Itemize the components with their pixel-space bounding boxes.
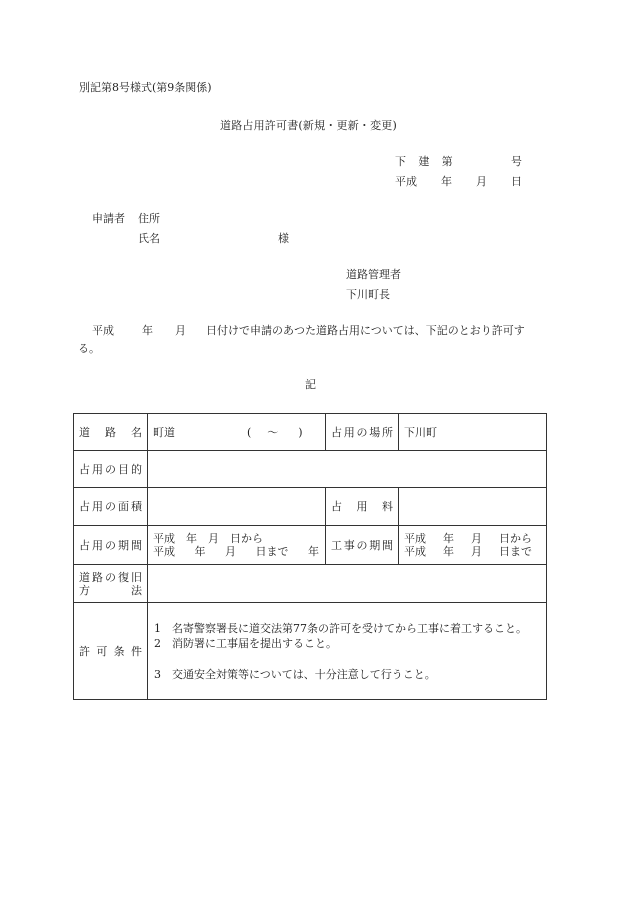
issuer-title: 道路管理者: [346, 268, 401, 281]
restoration-method-label-line1: 道路の復旧: [79, 570, 142, 584]
work-period-value: [399, 526, 547, 565]
table-row: [74, 488, 547, 526]
cell-label: [74, 451, 148, 488]
work-from-part: 月: [471, 532, 482, 545]
permit-condition-item: 3 交通安全対策等については、十分注意して行うこと。: [154, 667, 436, 681]
body-text-part: 年: [142, 324, 153, 337]
permit-condition-item: 1 名寄警察署長に道交法第77条の許可を受けてから工事に着工すること。: [154, 621, 527, 635]
table-row: [74, 414, 547, 451]
body-text-line1: [92, 324, 546, 338]
issue-date: [395, 175, 522, 189]
road-range-open: (: [247, 425, 252, 439]
occupancy-period-value: [148, 526, 326, 565]
permit-number-part: 号: [510, 155, 522, 168]
period-to-part: 年: [194, 545, 206, 558]
period-to-part: 年: [308, 545, 319, 558]
cell-label: [326, 414, 399, 451]
permit-condition-item: 2 消防署に工事届を提出すること。: [154, 636, 337, 650]
permit-number-part: 第: [441, 155, 453, 168]
cell-label: [74, 488, 148, 526]
occupancy-period-label: 占用の期間: [79, 538, 142, 552]
table-row: [74, 565, 547, 603]
cell-label: [326, 526, 399, 565]
occupancy-fee-value: [399, 488, 547, 526]
period-to-part: 日まで: [255, 545, 289, 558]
cell-value: [399, 414, 547, 451]
cell-label: [74, 526, 148, 565]
form-label: 別記第8号様式(第9条関係): [79, 81, 212, 94]
table-row: [74, 451, 547, 488]
period-to-part: 平成: [153, 545, 175, 558]
period-from: [153, 532, 263, 545]
work-from-part: 日から: [499, 532, 532, 545]
work-to-part: 月: [471, 545, 482, 558]
period-from-part: 年: [186, 532, 197, 545]
permit-conditions-label: 許可条件: [79, 644, 142, 658]
issue-date-part: 年: [441, 175, 452, 188]
period-to-part: 月: [225, 545, 236, 558]
cell-value: [148, 414, 326, 451]
period-from-part: 月: [208, 532, 219, 545]
road-range-tilde: 〜: [267, 425, 279, 439]
occupancy-fee-label: 占用料: [331, 500, 393, 513]
occupancy-location-label: 占用の場所: [331, 425, 393, 439]
work-period-label: 工事の期間: [331, 538, 393, 552]
occupancy-location-value: 下川町: [404, 425, 437, 439]
body-text-part: 平成: [92, 324, 114, 337]
applicant-honorific: 様: [278, 232, 289, 245]
occupancy-area-value: [148, 488, 326, 526]
cell-label: [74, 414, 148, 451]
issue-date-part: 月: [476, 175, 487, 188]
road-name-label: 道路名: [79, 425, 142, 439]
issue-date-part: 日: [511, 175, 522, 188]
work-period-to: [404, 545, 532, 558]
cell-label: [326, 488, 399, 526]
applicant-label: 申請者: [92, 212, 125, 225]
issuer-name: 下川町長: [346, 288, 390, 301]
occupancy-purpose-value: [148, 451, 547, 488]
work-period-from: [404, 532, 532, 545]
period-from-part: 平成: [153, 532, 175, 545]
permit-details-table: [73, 413, 547, 700]
work-to-part: 日まで: [499, 545, 532, 558]
work-from-part: 年: [443, 532, 454, 545]
permit-number-part: 下: [395, 155, 406, 168]
applicant-name-label: 氏名: [138, 232, 160, 245]
issue-date-part: 平成: [395, 175, 417, 188]
occupancy-purpose-label: 占用の目的: [79, 462, 142, 476]
ki-heading: 記: [305, 378, 316, 391]
cell-label: [74, 565, 148, 603]
work-from-part: 平成: [404, 532, 426, 545]
restoration-method-label-line2: 方法: [79, 583, 142, 597]
cell-label: [74, 603, 148, 700]
occupancy-area-label: 占用の面積: [79, 500, 142, 513]
body-text-part: 日付けで申請のあつた道路占用については、下記のとおり許可す: [206, 324, 525, 337]
work-to-part: 年: [443, 545, 454, 558]
body-text-part: 月: [175, 324, 186, 337]
restoration-method-value: [148, 565, 547, 603]
road-range-close: ): [298, 425, 303, 439]
permit-number: [395, 155, 522, 169]
work-to-part: 平成: [404, 545, 426, 558]
applicant-address-label: 住所: [138, 212, 160, 225]
table-row: [74, 526, 547, 565]
period-to: [153, 545, 319, 558]
table-row: [74, 603, 547, 700]
permit-number-part: 建: [418, 155, 430, 168]
body-text-line2: る。: [78, 342, 100, 355]
road-name-value: [153, 426, 320, 439]
period-from-part: 日から: [230, 532, 263, 545]
road-name-prefix: 町道: [153, 425, 175, 439]
permit-conditions-list: [148, 603, 547, 700]
document-title: 道路占用許可書(新規・更新・変更): [220, 119, 397, 132]
